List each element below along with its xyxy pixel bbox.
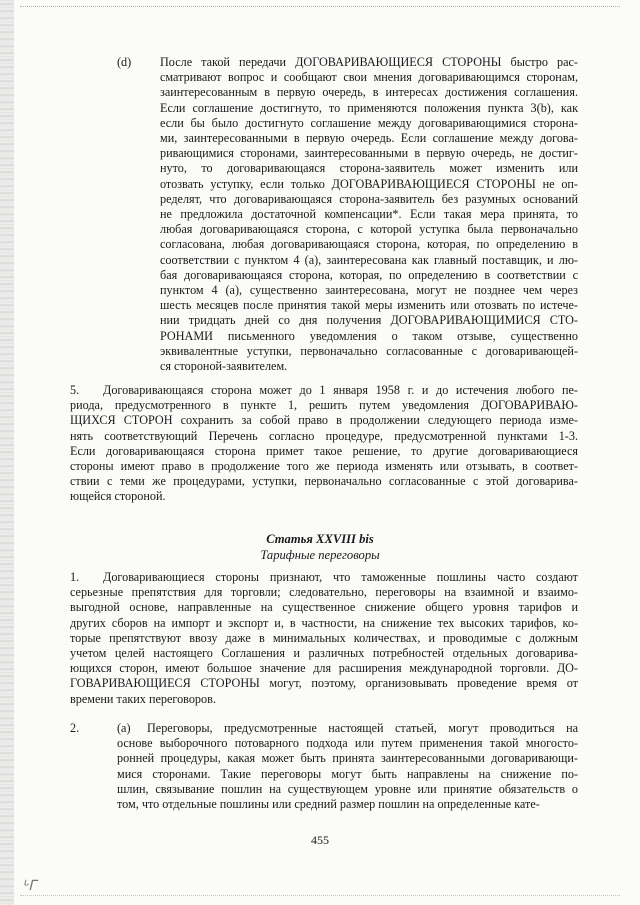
text-line: основе выборочного потоварного подхода или путем применения такой многосто- [117, 736, 578, 751]
text-line: других сборов на импорт и экспорт и, в частности, на снижение тех высоких тарифов, ко- [70, 615, 578, 630]
para-1 [70, 570, 578, 707]
text-line: нять соответствующий Перечень согласно процедуре, предусмотренной пунктами 1-3. [70, 428, 578, 443]
text-line: ющихся сторон, имеют большое значение для расширения международной торговли. ДО- [70, 661, 578, 676]
text-line: не предложила достаточной компенсации*. Если такая мера принята, то [160, 207, 578, 222]
text-line: шлин, связывание пошлин на существующем уровне или принятие обязательств о [117, 781, 578, 796]
text-line: нии тридцать дней со дня получения ДОГОВАРИВАЮЩИМИСЯ СТО- [160, 313, 578, 328]
text-line: ми, заинтересованными в первую очередь. Если соглашение между догова- [160, 131, 578, 146]
text-line: если бы было достигнуто соглашение между договаривающимися сторона- [160, 115, 578, 130]
text-line: бая договаривающаяся сторона, которая, по определению в соответствии с [160, 267, 578, 282]
text-line: времени таких переговоров. [70, 691, 216, 706]
para-5-marker: 5. [70, 383, 80, 397]
text-line: заинтересованным в первую очередь, в интересах достижения соглашения. [160, 85, 578, 100]
text-line: ределят, что договаривающаяся сторона-заявитель без разумных оснований [160, 191, 578, 206]
text-line: согласована, любая договаривающаяся сторона, которая, по определению в [160, 237, 578, 252]
scan-edge [0, 0, 14, 905]
text-line: ронней процедуры, какая может быть принята заинтересованными договаривающи- [117, 751, 578, 766]
para-5 [70, 383, 578, 505]
para-2a [117, 721, 578, 812]
text-line: стороны имеют право в продолжение того же периода изменять или отзывать, в соответ- [70, 459, 578, 474]
para-d-marker: (d) [117, 55, 132, 69]
text-line: учетом целей настоящего Соглашения и различных потребностей отдельных договарива- [70, 646, 578, 661]
text-line: пунктом 4 (а), существенно заинтересована, могут не позднее чем через [160, 283, 578, 298]
text-line: выгодной основе, направленные на существенное снижение общего уровня тарифов и [70, 600, 578, 615]
text-line: риода, предусмотренного в пункте 1, решить путем уведомления ДОГОВАРИВАЮ- [70, 398, 578, 413]
margin-scribble: ᒡᒥ [22, 879, 36, 894]
para-2-marker: 2. [70, 721, 80, 735]
text-line: ся стороной-заявителем. [160, 359, 288, 374]
text-line: Если договаривающаяся сторона примет такое решение, то другие договаривающиеся [70, 443, 578, 458]
text-line: ГОВАРИВАЮЩИЕСЯ СТОРОНЫ могут, поэтому, организовывать проведение время от [70, 676, 578, 691]
text-line: шесть месяцев после принятия такой меры изменить или отозвать по истече- [160, 298, 578, 313]
text-line: После такой передачи ДОГОВАРИВАЮЩИЕСЯ СТОРОНЫ быстро рас- [160, 55, 578, 69]
para-d [160, 55, 578, 374]
para-1-marker: 1. [70, 570, 80, 584]
text-line: эквивалентные уступки, первоначально согласованные с договаривающей- [160, 343, 578, 358]
text-line: ющейся стороной. [70, 489, 166, 504]
text-line: соответствии с пунктом 4 (а), заинтересована как главный поставщик, и лю- [160, 252, 578, 267]
text-line: серьезные препятствия для торговли; следовательно, переговоры на взаимной и взаимо- [70, 585, 578, 600]
bottom-scan-line [20, 895, 620, 896]
text-line: любая договаривающаяся сторона, с которой уступка была первоначально [160, 222, 578, 237]
article-subtitle: Тарифные переговоры [260, 548, 380, 562]
text-line: сматривают вопрос и сообщают свои мнения договаривающимся сторонам, [160, 70, 578, 85]
text-line: торые препятствуют ввозу даже в минимальных количествах, и проводимые с должным [70, 630, 578, 645]
text-line: РОНАМИ письменного уведомления о таком отзыве, существенно [160, 328, 578, 343]
para-2-submarker: (а) [117, 721, 131, 735]
page-number: 455 [311, 833, 329, 847]
top-scan-line [20, 6, 620, 8]
text-line: отозвать уступку, если только ДОГОВАРИВАЮЩИЕСЯ СТОРОНЫ не оп- [160, 176, 578, 191]
text-line: мися сторонами. Такие переговоры могут быть направлены на снижение по- [117, 766, 578, 781]
text-line: Договаривающиеся стороны признают, что таможенные пошлины часто создают [103, 570, 578, 584]
text-line: нуто, то договаривающаяся сторона-заявитель может изменить или [160, 161, 578, 176]
text-line: ЩИХСЯ СТОРОН сохранить за собой право в продолжении следующего периода изме- [70, 413, 578, 428]
article-title: Статья XXVIII bis [266, 532, 374, 546]
text-line: том, что отдельные пошлины или средний размер пошлин на определенные кате- [117, 797, 540, 812]
text-line: Договаривающаяся сторона может до 1 января 1958 г. и до истечения любого пе- [103, 383, 578, 397]
text-line: ривающимися сторонами, заинтересованными в первую очередь, не достиг- [160, 146, 578, 161]
text-line: Если соглашение достигнуто, то применяются положения пункта 3(b), как [160, 100, 578, 115]
text-line: ствии с теми же процедурами, уступки, первоначально согласованные с этой договарива- [70, 474, 578, 489]
text-line: Переговоры, предусмотренные настоящей статьей, могут проводиться на [147, 721, 578, 735]
